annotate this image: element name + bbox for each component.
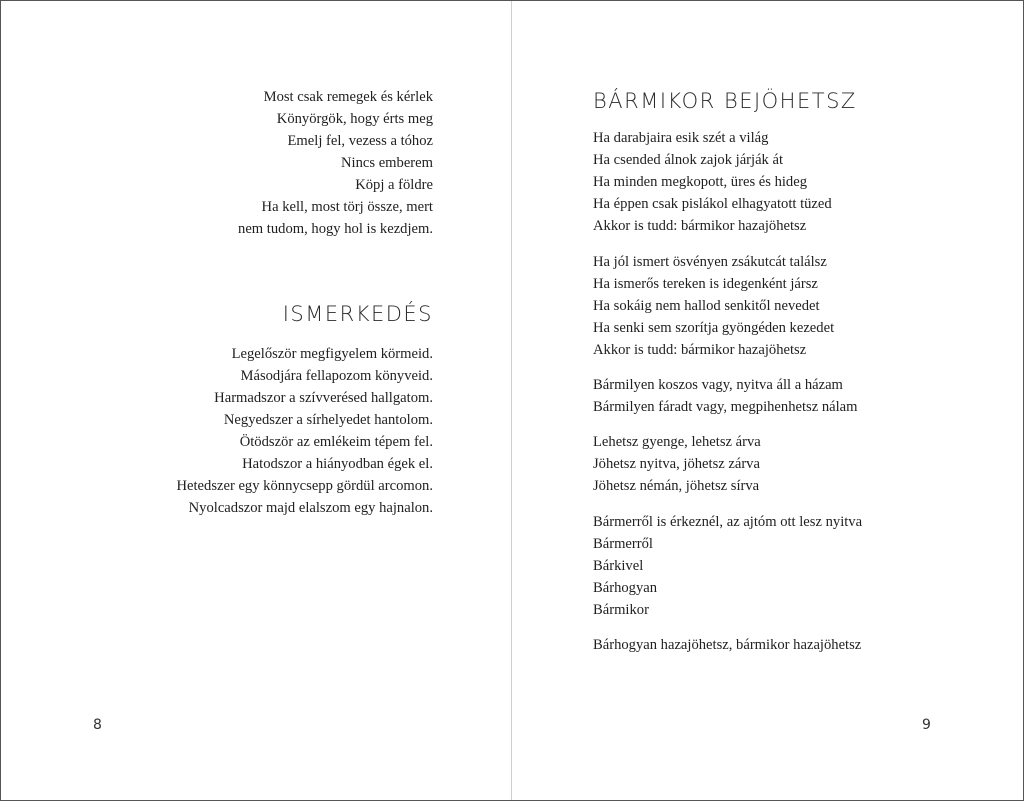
verse-line: Ha csended álnok zajok járják át xyxy=(593,152,784,168)
stanza xyxy=(593,374,857,418)
left-page xyxy=(1,1,511,800)
verse-line: Most csak remegek és kérlek xyxy=(263,89,433,105)
stanza xyxy=(593,634,861,656)
poem-title-barmikor-bejohetsz: BÁRMIKOR BEJÖHETSZ xyxy=(593,89,857,113)
verse-line: Ha sokáig nem hallod senkitől nevedet xyxy=(593,298,820,314)
page-number-right: 9 xyxy=(922,717,931,733)
verse-line: Bármerről xyxy=(593,536,653,552)
verse-line: Ha ismerős tereken is idegenként jársz xyxy=(593,276,818,292)
verse-line: Legelőször megfigyelem körmeid. xyxy=(231,346,433,362)
verse-line: Nyolcadszor majd elalszom egy hajnalon. xyxy=(188,500,433,516)
verse-line: Bármilyen koszos vagy, nyitva áll a házam xyxy=(593,377,843,393)
opening-stanza xyxy=(61,86,433,240)
poem-title-ismerkedes: ISMERKEDÉS xyxy=(282,302,433,326)
verse-line: Emelj fel, vezess a tóhoz xyxy=(287,133,433,149)
verse-line: Ha kell, most törj össze, mert xyxy=(261,199,433,215)
verse-line: Ha minden megkopott, üres és hideg xyxy=(593,174,807,190)
poem-body-ismerkedes xyxy=(61,343,433,519)
verse-line: Nincs emberem xyxy=(341,155,433,171)
verse-line: Bárhogyan xyxy=(593,580,658,596)
verse-line: Bárhogyan hazajöhetsz, bármikor hazajöhetsz xyxy=(593,637,862,653)
verse-line: Ha senki sem szorítja gyöngéden kezedet xyxy=(593,320,835,336)
verse-line: Hatodszor a hiányodban égek el. xyxy=(242,456,433,472)
verse-line: Ha jól ismert ösvényen zsákutcát találsz xyxy=(593,254,827,270)
right-page xyxy=(512,1,1023,800)
verse-line: Bárkivel xyxy=(593,558,644,574)
stanza xyxy=(593,251,834,361)
verse-line: Lehetsz gyenge, lehetsz árva xyxy=(593,434,761,450)
stanza xyxy=(593,431,761,497)
verse-line: Akkor is tudd: bármikor hazajöhetsz xyxy=(593,218,807,234)
page-number-left: 8 xyxy=(93,717,102,733)
verse-line: Bármikor xyxy=(593,602,649,618)
verse-line: Jöhetsz némán, jöhetsz sírva xyxy=(593,478,760,494)
verse-line: Ha éppen csak pislákol elhagyatott tüzed xyxy=(593,196,832,212)
verse-line: Ha darabjaira esik szét a világ xyxy=(593,130,769,146)
verse-line: Negyedszer a sírhelyedet hantolom. xyxy=(223,412,433,428)
verse-line: Akkor is tudd: bármikor hazajöhetsz xyxy=(593,342,807,358)
verse-line: Könyörgök, hogy érts meg xyxy=(276,111,433,127)
verse-line: Bármerről is érkeznél, az ajtóm ott lesz nyitva xyxy=(593,514,863,530)
verse-line: Harmadszor a szívverésed hallgatom. xyxy=(214,390,433,406)
stanza xyxy=(593,127,832,237)
verse-line: Köpj a földre xyxy=(355,177,433,193)
stanza xyxy=(593,511,862,621)
verse-line: Másodjára fellapozom könyveid. xyxy=(240,368,433,384)
verse-line: Bármilyen fáradt vagy, megpihenhetsz nálam xyxy=(593,399,858,415)
verse-line: Jöhetsz nyitva, jöhetsz zárva xyxy=(593,456,760,472)
verse-line: Ötödször az emlékeim tépem fel. xyxy=(239,434,433,450)
verse-line: nem tudom, hogy hol is kezdjem. xyxy=(238,221,433,237)
verse-line: Hetedszer egy könnycsepp gördül arcomon. xyxy=(176,478,433,494)
